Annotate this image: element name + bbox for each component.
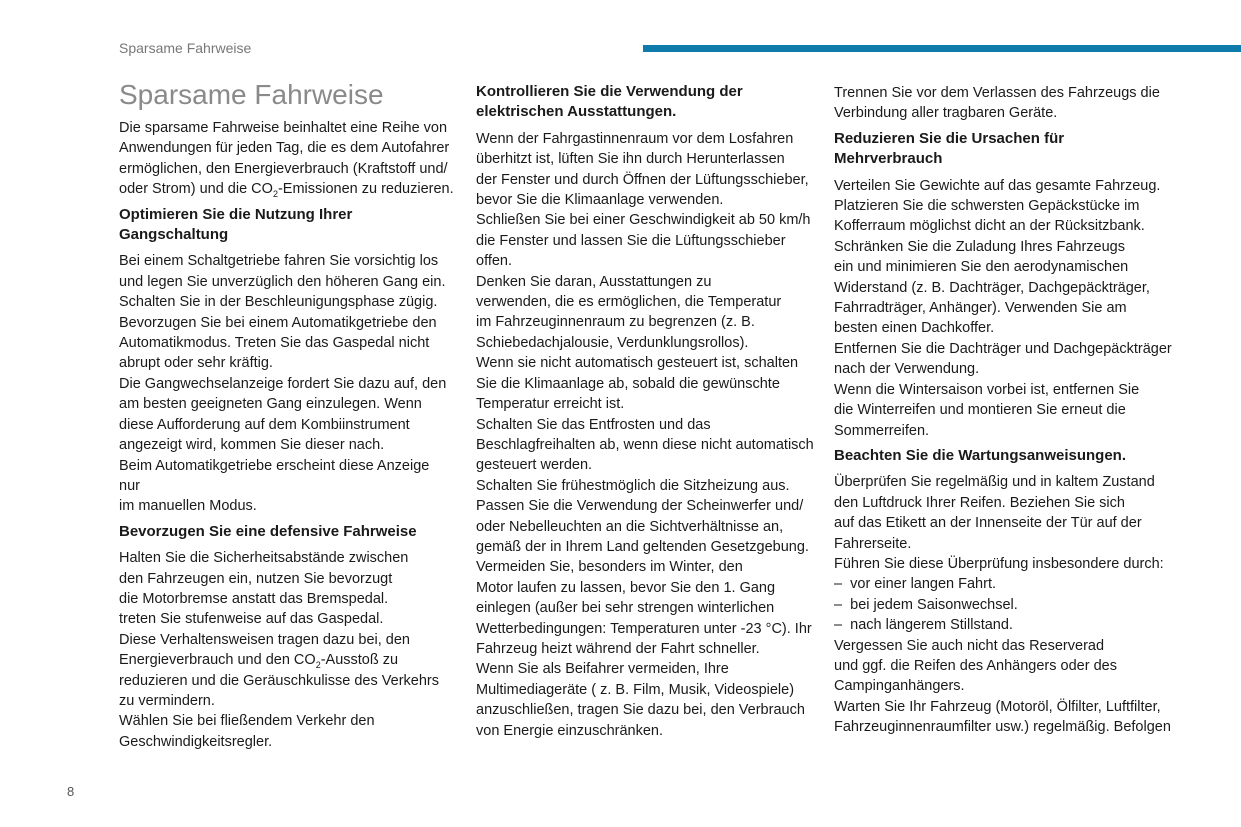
intro-paragraph (119, 118, 454, 200)
co2-subscript: 2 (315, 660, 321, 671)
heading-gangschaltung: Optimieren Sie die Nutzung Ihrer Gangschaltung (119, 205, 353, 244)
page-title: Sparsame Fahrweise (119, 79, 384, 110)
intro-text-b: -Emissionen zu reduzieren. (277, 181, 454, 198)
column-2 (476, 80, 816, 741)
paragraph-wartung-end: Vergessen Sie auch nicht das Reserverad und ggf. die Reifen des Anhängers oder des Campinganhängers. Warten Sie Ihr Fahrzeug (Motoröl, Ölfilter, Luftfilter, Fahrzeuginnenraumfilter usw.) regelmäßig. Befolgen (834, 637, 1171, 736)
co2-subscript: 2 (272, 189, 278, 200)
heading-wartungsanweisungen: Beachten Sie die Wartungsanweisungen. (834, 446, 1127, 464)
column-3 (834, 83, 1174, 738)
header-accent-bar (643, 45, 1241, 52)
intro-text-a: Die sparsame Fahrweise beinhaltet eine Reihe von Anwendungen für jeden Tag, die es dem Autofahrer ermöglichen, den Energieverbrauch (Kraftstoff und/ oder Strom) und die CO (119, 120, 450, 198)
paragraph-mehrverbrauch: Verteilen Sie Gewichte auf das gesamte Fahrzeug. Platzieren Sie die schwersten Gepäckstücke im Kofferraum möglichst dicht an der Rücksitzbank. Schränken Sie die Zuladung Ihres Fahrzeugs ein und minimieren Sie den aerodynamischen Widerstand (z. B. Dachträger, Dachgepäckträger, Fahrradträger, Anhänger). Verwenden Sie am besten einen Dachkoffer. Entfernen Sie die Dachträger und Dachgepäckträger nach der Verwendung. Wenn die Wintersaison vorbei ist, entfernen Sie die Winterreifen und montieren Sie erneut die Sommerreifen. (834, 177, 1172, 439)
defensive-text-b: -Ausstoß zu reduzieren und die Geräuschkulisse des Verkehrs zu vermindern. Wählen Sie bei fließendem Verkehr den Geschwindigkeitsregler. (119, 652, 439, 750)
running-header: Sparsame Fahrweise (119, 40, 252, 56)
heading-mehrverbrauch: Reduzieren Sie die Ursachen für Mehrverbrauch (834, 129, 1065, 168)
paragraph-tragbare-geraete: Trennen Sie vor dem Verlassen des Fahrzeugs die Verbindung aller tragbaren Geräte. (834, 85, 1160, 122)
list-item: – bei jedem Saisonwechsel. (834, 595, 1174, 615)
paragraph-elektrische-ausstattungen: Wenn der Fahrgastinnenraum vor dem Losfahren überhitzt ist, lüften Sie ihn durch Herunterlassen der Fenster und durch Öffnen der Lüftungsschieber, bevor Sie die Klimaanlage verwenden. Schließen Sie bei einer Geschwindigkeit ab 50 km/h die Fenster und lassen Sie die Lüftungsschieber offen. Denken Sie daran, Ausstattungen zu verwenden, die es ermöglichen, die Temperatur im Fahrzeuginnenraum zu begrenzen (z. B. Schiebedachjalousie, Verdunklungsrollos). Wenn sie nicht automatisch gesteuert ist, schalten Sie die Klimaanlage ab, sobald die gewünschte Temperatur erreicht ist. Schalten Sie das Entfrosten und das Beschlagfreihalten ab, wenn diese nicht automatisch gesteuert werden. Schalten Sie frühestmöglich die Sitzheizung aus. Passen Sie die Verwendung der Scheinwerfer und/ oder Nebelleuchten an die Sichtverhältnisse an, gemäß der in Ihrem Land geltenden Gesetzgebung. Vermeiden Sie, besonders im Winter, den Motor laufen zu lassen, bevor Sie den 1. Gang einlegen (außer bei sehr strengen winterlichen Wetterbedingungen: Temperaturen unter -23 °C). Ihr Fahrzeug heizt während der Fahrt schneller. Wenn Sie als Beifahrer vermeiden, Ihre Multimediageräte ( z. B. Film, Musik, Videospiele) anzuschließen, tragen Sie dazu bei, den Verbrauch von Energie einzuschränken. (476, 130, 814, 739)
check-list (834, 574, 1174, 635)
paragraph-gangschaltung: Bei einem Schaltgetriebe fahren Sie vorsichtig los und legen Sie unverzüglich den höheren Gang ein. Schalten Sie in der Beschleunigungsphase zügig. Bevorzugen Sie bei einem Automatikgetriebe den Automatikmodus. Treten Sie das Gaspedal nicht abrupt oder sehr kräftig. Die Gangwechselanzeige fordert Sie dazu auf, den am besten geeigneten Gang einzulegen. Wenn diese Aufforderung auf dem Kombiinstrument angezeigt wird, kommen Sie dieser nach. Beim Automatikgetriebe erscheint diese Anzeige nur im manuellen Modus. (119, 253, 447, 515)
list-item: – vor einer langen Fahrt. (834, 574, 1174, 594)
paragraph-defensive-fahrweise (119, 548, 454, 752)
heading-defensive-fahrweise: Bevorzugen Sie eine defensive Fahrweise (119, 522, 417, 540)
page-number: 8 (67, 784, 75, 799)
heading-elektrische-ausstattungen: Kontrollieren Sie die Verwendung der elektrischen Ausstattungen. (476, 83, 743, 121)
list-item: – nach längerem Stillstand. (834, 615, 1174, 635)
paragraph-wartung: Überprüfen Sie regelmäßig und in kaltem Zustand den Luftdruck Ihrer Reifen. Beziehen Sie sich auf das Etikett an der Innenseite der Tür auf der Fahrerseite. Führen Sie diese Überprüfung insbesondere durch: (834, 474, 1164, 572)
column-1 (119, 80, 454, 752)
defensive-text-a: Halten Sie die Sicherheitsabstände zwischen den Fahrzeugen ein, nutzen Sie bevorzugt die Motorbremse anstatt das Bremspedal. treten Sie stufenweise auf das Gaspedal. Diese Verhaltensweisen tragen dazu bei, den Energieverbrauch und den CO (119, 550, 410, 669)
